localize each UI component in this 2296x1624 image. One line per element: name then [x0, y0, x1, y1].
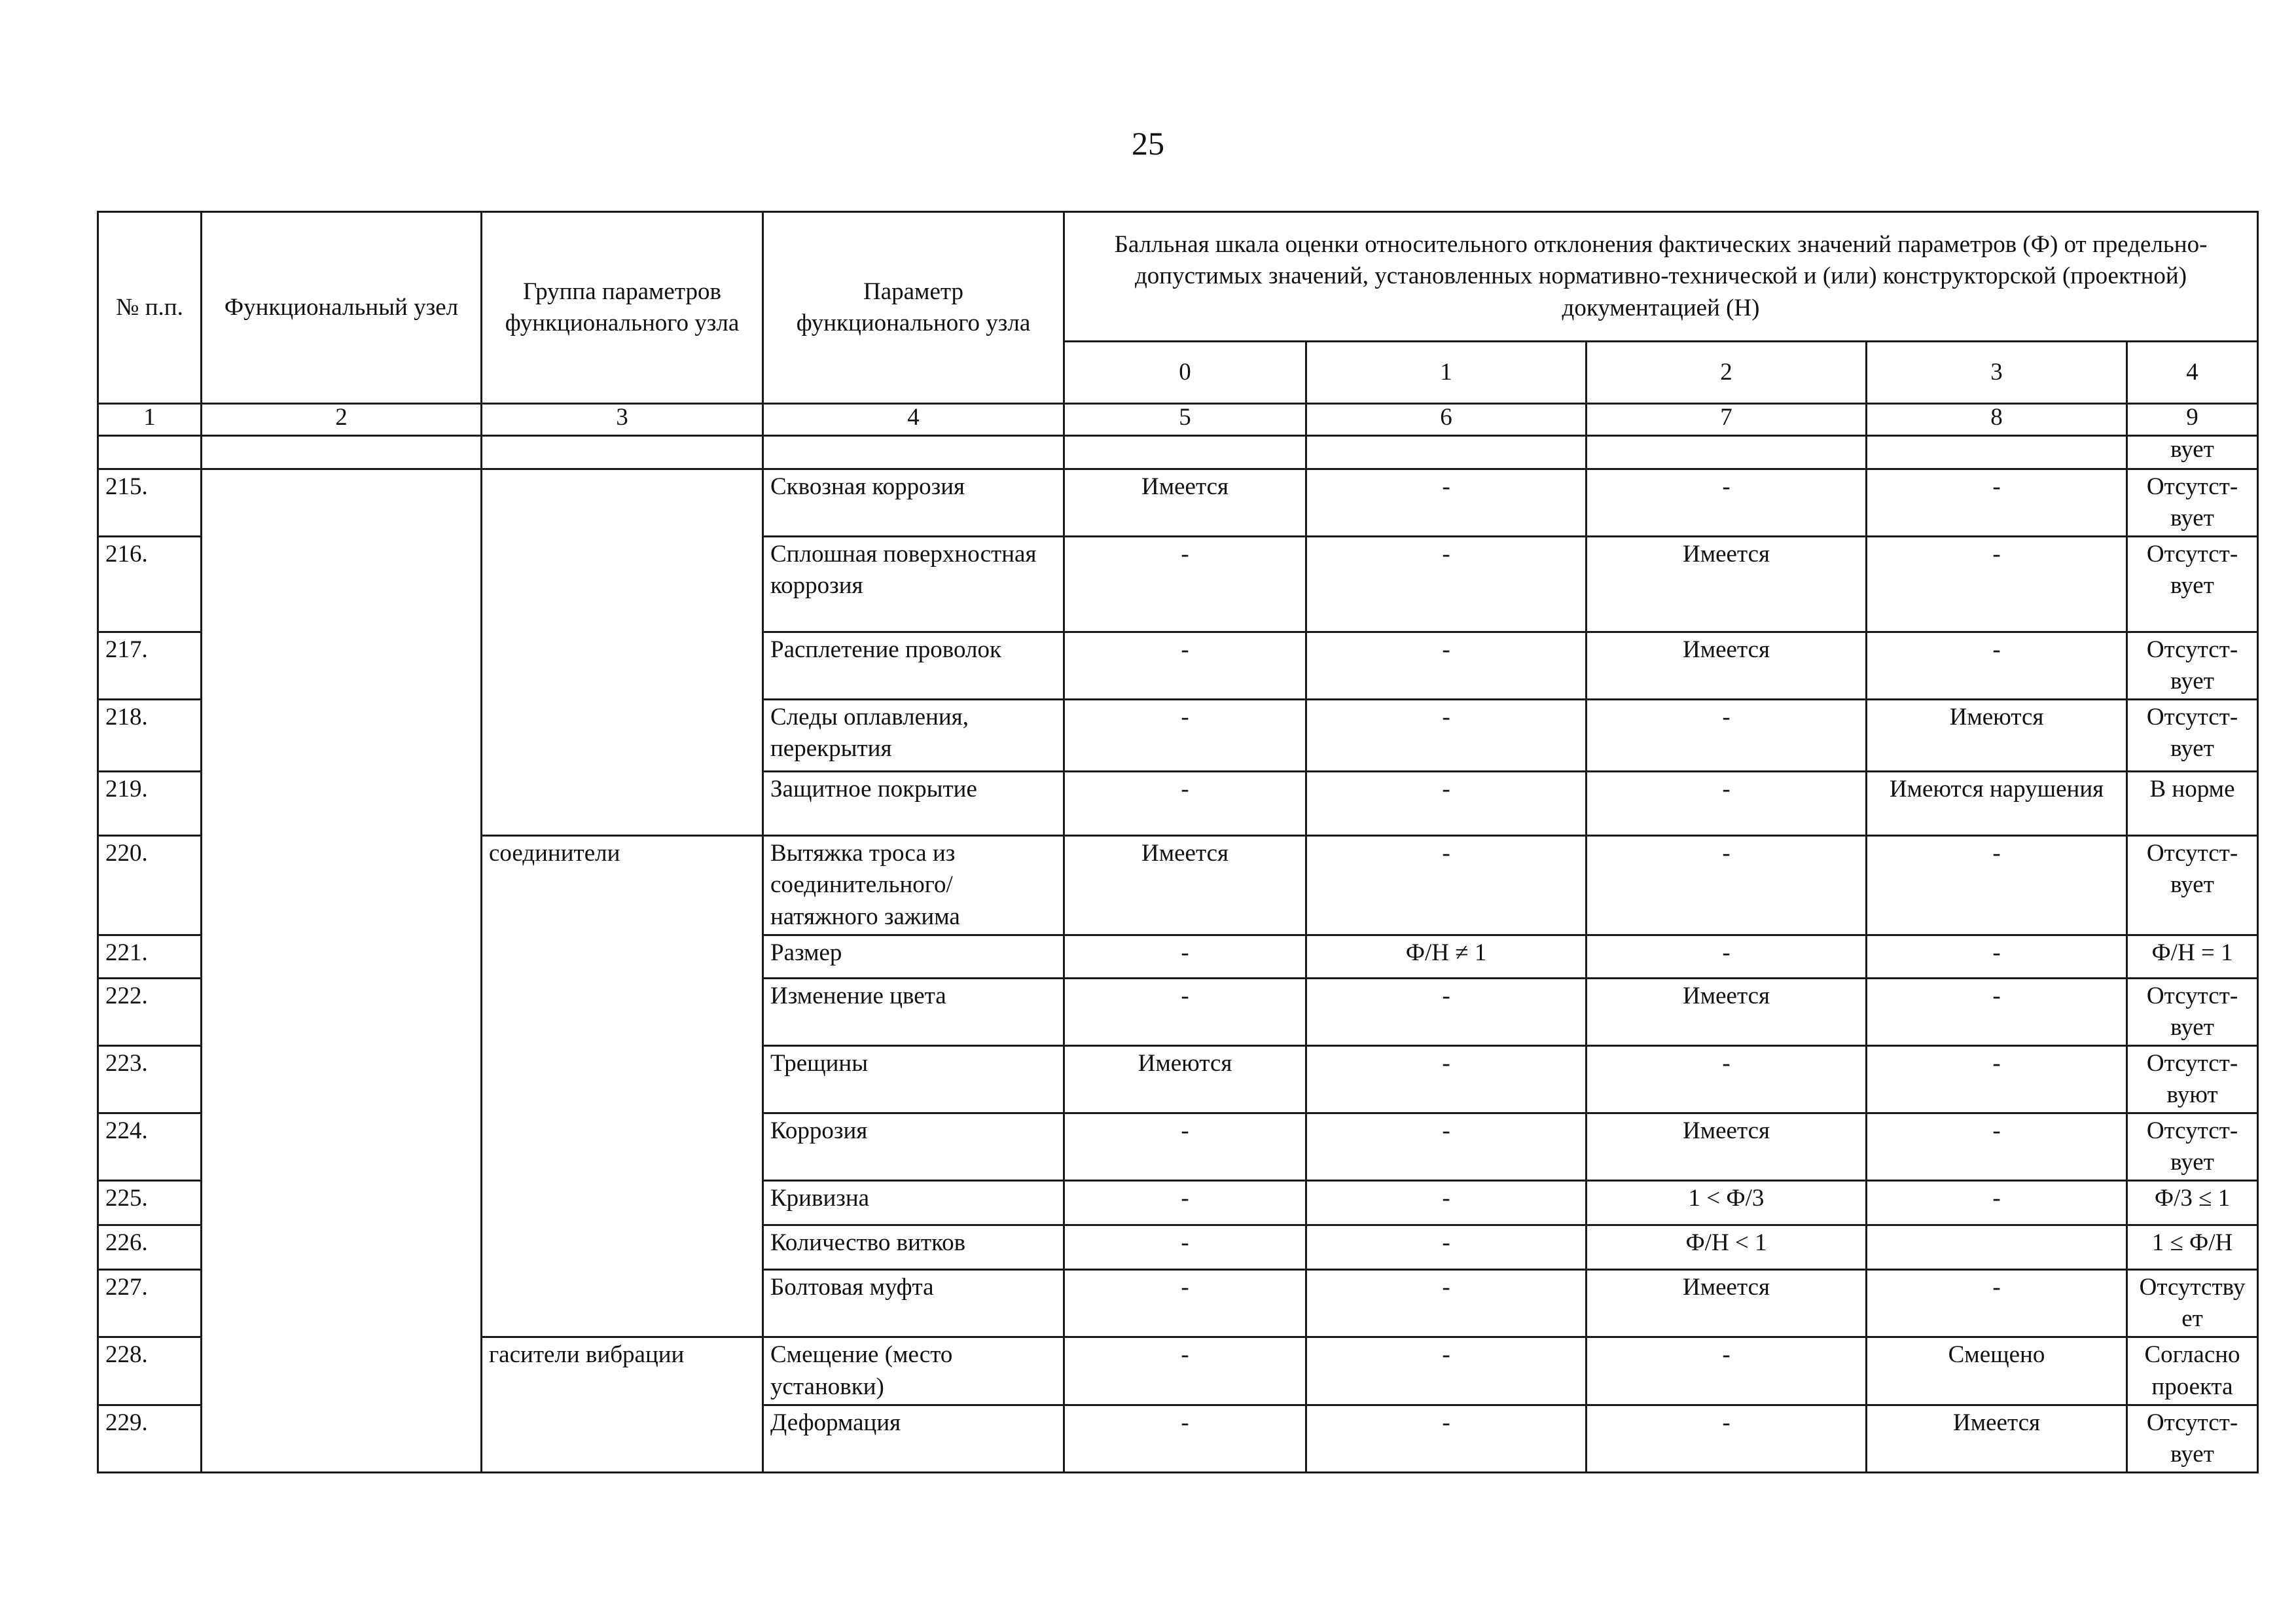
score-3-cell: - [1867, 537, 2127, 632]
row-number: 226. [98, 1225, 202, 1270]
header-score-scale: Балльная шкала оценки относительного отклонения фактических значений параметров (Ф) от предельно-допустимых значений, установленных нормативно-технической и (или) конструкторской (проектной) документацией (Н) [1064, 212, 2258, 342]
empty-cell [763, 436, 1064, 469]
score-2-cell: Имеется [1587, 537, 1867, 632]
parameter-cell: Сплошная поверхностная коррозия [763, 537, 1064, 632]
score-1-cell: - [1306, 1405, 1587, 1472]
score-3-cell: - [1867, 978, 2127, 1045]
parameter-group-cell [482, 469, 763, 836]
score-4-cell: Отсутст-вует [2127, 1113, 2258, 1181]
empty-cell [1306, 436, 1587, 469]
score-4-cell: Отсутст-вует [2127, 978, 2258, 1045]
parameter-cell: Расплетение проволок [763, 632, 1064, 700]
score-2-cell: - [1587, 469, 1867, 537]
score-3-cell: - [1867, 935, 2127, 978]
score-2-cell: 1 < Ф/3 [1587, 1181, 1867, 1225]
score-0-cell: - [1064, 632, 1306, 700]
score-2-cell: - [1587, 700, 1867, 772]
row-number: 219. [98, 772, 202, 836]
parameter-cell: Смещение (место установки) [763, 1337, 1064, 1405]
column-number: 9 [2127, 404, 2258, 436]
score-4-cell: Отсутст-вует [2127, 836, 2258, 935]
score-2-cell: Имеется [1587, 632, 1867, 700]
column-number: 2 [202, 404, 482, 436]
score-1-cell: - [1306, 632, 1587, 700]
score-2-cell: - [1587, 1045, 1867, 1113]
row-number: 222. [98, 978, 202, 1045]
score-1-cell: - [1306, 1225, 1587, 1270]
score-2-cell: Имеется [1587, 1113, 1867, 1181]
score-2-cell: - [1587, 1405, 1867, 1472]
parameter-cell: Вытяжка троса из соединительного/ натяжного зажима [763, 836, 1064, 935]
score-1-cell: - [1306, 1181, 1587, 1225]
score-1-cell: - [1306, 1045, 1587, 1113]
row-number: 229. [98, 1405, 202, 1472]
assessment-table [97, 211, 2259, 1473]
row-number: 225. [98, 1181, 202, 1225]
score-3-cell: - [1867, 1181, 2127, 1225]
row-number: 215. [98, 469, 202, 537]
page-number: 25 [1132, 125, 1164, 162]
row-number: 218. [98, 700, 202, 772]
score-3-cell: Смещено [1867, 1337, 2127, 1405]
score-0-cell: - [1064, 978, 1306, 1045]
score-0-cell: - [1064, 1113, 1306, 1181]
parameter-cell: Сквозная коррозия [763, 469, 1064, 537]
score-0-cell: - [1064, 537, 1306, 632]
score-0-cell: - [1064, 1270, 1306, 1337]
score-2-cell: - [1587, 1337, 1867, 1405]
empty-cell [98, 436, 202, 469]
score-1-cell: - [1306, 836, 1587, 935]
score-0-cell: - [1064, 935, 1306, 978]
parameter-cell: Количество витков [763, 1225, 1064, 1270]
row-number: 221. [98, 935, 202, 978]
score-2-cell: Имеется [1587, 1270, 1867, 1337]
score-1-cell: - [1306, 772, 1587, 836]
score-3-cell [1867, 1225, 2127, 1270]
score-2-cell: Имеется [1587, 978, 1867, 1045]
score-0-cell: Имеется [1064, 836, 1306, 935]
score-3-cell: - [1867, 836, 2127, 935]
score-4-cell: Отсутст-вует [2127, 469, 2258, 537]
score-1-cell: Ф/Н ≠ 1 [1306, 935, 1587, 978]
row-number: 224. [98, 1113, 202, 1181]
score-0-cell: - [1064, 1225, 1306, 1270]
score-4-cell: Ф/3 ≤ 1 [2127, 1181, 2258, 1225]
score-4-cell: Отсутст-вует [2127, 537, 2258, 632]
parameter-group-cell: гасители вибрации [482, 1337, 763, 1472]
header-functional-unit: Функциональный узел [202, 212, 482, 404]
score-4-cell: В норме [2127, 772, 2258, 836]
empty-cell [1587, 436, 1867, 469]
header-number: № п.п. [98, 212, 202, 404]
column-number: 7 [1587, 404, 1867, 436]
header-score: 1 [1306, 342, 1587, 404]
score-4-cell: 1 ≤ Ф/Н [2127, 1225, 2258, 1270]
functional-unit-cell [202, 469, 482, 1473]
score-1-cell: - [1306, 537, 1587, 632]
parameter-cell: Размер [763, 935, 1064, 978]
continuation-text: вует [2127, 436, 2258, 469]
row-number: 216. [98, 537, 202, 632]
header-score: 0 [1064, 342, 1306, 404]
score-2-cell: Ф/Н < 1 [1587, 1225, 1867, 1270]
score-4-cell: Отсутст-вуют [2127, 1045, 2258, 1113]
score-1-cell: - [1306, 469, 1587, 537]
column-number: 4 [763, 404, 1064, 436]
score-0-cell: Имеется [1064, 469, 1306, 537]
parameter-cell: Изменение цвета [763, 978, 1064, 1045]
score-4-cell: Отсутст-вует [2127, 700, 2258, 772]
table-header [98, 212, 2258, 404]
score-0-cell: - [1064, 1181, 1306, 1225]
header-score: 3 [1867, 342, 2127, 404]
score-1-cell: - [1306, 1337, 1587, 1405]
column-number: 6 [1306, 404, 1587, 436]
score-0-cell: - [1064, 700, 1306, 772]
empty-cell [1867, 436, 2127, 469]
empty-cell [202, 436, 482, 469]
header-score: 4 [2127, 342, 2258, 404]
score-1-cell: - [1306, 1113, 1587, 1181]
score-3-cell: - [1867, 1270, 2127, 1337]
score-3-cell: - [1867, 1113, 2127, 1181]
parameter-cell: Кривизна [763, 1181, 1064, 1225]
table-body [98, 404, 2258, 1473]
parameter-group-cell: соединители [482, 836, 763, 1337]
score-3-cell: - [1867, 469, 2127, 537]
score-4-cell: Отсутст-вует [2127, 1405, 2258, 1472]
score-3-cell: - [1867, 632, 2127, 700]
score-0-cell: - [1064, 1337, 1306, 1405]
column-number: 3 [482, 404, 763, 436]
header-score: 2 [1587, 342, 1867, 404]
score-3-cell: Имеется [1867, 1405, 2127, 1472]
continuation-row [98, 436, 2258, 469]
score-2-cell: - [1587, 772, 1867, 836]
row-number: 223. [98, 1045, 202, 1113]
column-number: 1 [98, 404, 202, 436]
column-number-row [98, 404, 2258, 436]
row-number: 227. [98, 1270, 202, 1337]
table-row [98, 469, 2258, 537]
empty-cell [482, 436, 763, 469]
score-0-cell: - [1064, 772, 1306, 836]
column-number: 8 [1867, 404, 2127, 436]
parameter-cell: Следы оплавления, перекрытия [763, 700, 1064, 772]
parameter-cell: Защитное покрытие [763, 772, 1064, 836]
parameter-cell: Трещины [763, 1045, 1064, 1113]
score-0-cell: - [1064, 1405, 1306, 1472]
empty-cell [1064, 436, 1306, 469]
parameter-cell: Болтовая муфта [763, 1270, 1064, 1337]
parameter-cell: Коррозия [763, 1113, 1064, 1181]
row-number: 220. [98, 836, 202, 935]
score-3-cell: - [1867, 1045, 2127, 1113]
score-2-cell: - [1587, 935, 1867, 978]
score-1-cell: - [1306, 1270, 1587, 1337]
score-0-cell: Имеются [1064, 1045, 1306, 1113]
score-3-cell: Имеются [1867, 700, 2127, 772]
score-1-cell: - [1306, 700, 1587, 772]
row-number: 217. [98, 632, 202, 700]
score-4-cell: Отсутст-вует [2127, 632, 2258, 700]
parameter-cell: Деформация [763, 1405, 1064, 1472]
score-4-cell: Отсутству ет [2127, 1270, 2258, 1337]
score-4-cell: Ф/Н = 1 [2127, 935, 2258, 978]
score-3-cell: Имеются нарушения [1867, 772, 2127, 836]
score-2-cell: - [1587, 836, 1867, 935]
score-1-cell: - [1306, 978, 1587, 1045]
header-parameter-group: Группа параметров функционального узла [482, 212, 763, 404]
header-parameter: Параметр функционального узла [763, 212, 1064, 404]
score-4-cell: Согласно проекта [2127, 1337, 2258, 1405]
row-number: 228. [98, 1337, 202, 1405]
column-number: 5 [1064, 404, 1306, 436]
